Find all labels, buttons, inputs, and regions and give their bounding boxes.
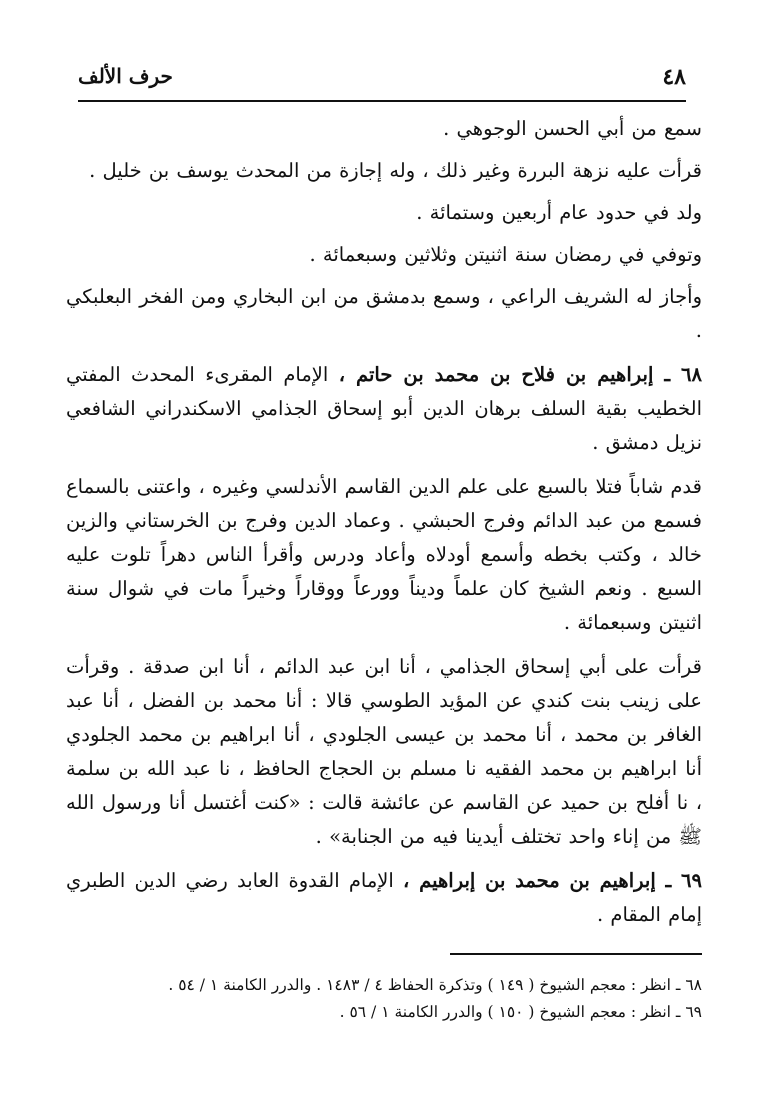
page-number: ٤٨ xyxy=(662,64,686,90)
entry-68 xyxy=(66,358,702,460)
entry-69-text: الإمام القدوة العابد رضي الدين الطبري إمام المقام . xyxy=(66,869,702,926)
paragraph-2: قرأت عليه نزهة البررة وغير ذلك ، وله إجازة من المحدث يوسف بن خليل . xyxy=(89,159,702,182)
footnote-divider xyxy=(450,953,702,955)
paragraph-3: ولد في حدود عام أربعين وستمائة . xyxy=(416,201,702,224)
footnote-68: ٦٨ ـ انظر : معجم الشيوخ ( ١٤٩ ) وتذكرة الحفاظ ٤ / ١٤٨٣ . والدرر الكامنة ١ / ٥٤ . xyxy=(168,976,702,994)
entry-68-heading: ٦٨ ـ إبراهيم بن فلاح بن محمد بن حاتم ، xyxy=(338,363,702,386)
paragraph-1: سمع من أبي الحسن الوجوهي . xyxy=(443,117,702,140)
entry-68-text: الإمام المقرىء المحدث المفتي الخطيب بقية السلف برهان الدين أبو إسحاق الجذامي الاسكندراني الشافعي نزيل دمشق . xyxy=(66,363,702,454)
main-text xyxy=(66,112,702,942)
footnote-69: ٦٩ ـ انظر : معجم الشيوخ ( ١٥٠ ) والدرر الكامنة ١ / ٥٦ . xyxy=(339,1003,702,1021)
paragraph-8: قرأت على أبي إسحاق الجذامي ، أنا ابن عبد الدائم ، أنا ابن صدقة . وقرأت على زينب بنت كندي عن المؤيد الطوسي قالا : أنا محمد بن الفضل ، أنا عبد الغافر بن محمد ، أنا محمد بن عيسى الجلودي ، أنا ابراهيم بن محمد الجلودي أنا ابراهيم بن محمد الفقيه نا مسلم بن الحجاج الحافظ ، نا عبد الله بن سلمة ، نا أفلح بن حميد عن القاسم عن عائشة قالت : «كنت أغتسل أنا ورسول الله ﷺ من إناء واحد تختلف أيدينا فيه من الجنابة» . xyxy=(66,655,702,848)
running-head: حرف الألف xyxy=(78,64,173,88)
page-header xyxy=(78,60,686,102)
entry-69-heading: ٦٩ ـ إبراهيم بن محمد بن إبراهيم ، xyxy=(403,869,702,892)
paragraph-7: قدم شاباً فتلا بالسبع على علم الدين القاسم الأندلسي وغيره ، واعتنى بالسماع فسمع من عبد الدائم وفرج الحبشي . وعماد الدين وفرج بن الخرستاني والزين خالد ، وكتب بخطه وأسمع أودلاه وأعاد ودرس وأقرأ الناس دهراً تلوت عليه السبع . ونعم الشيخ كان علماً وديناً وورعاً ووقاراً وخيراً مات في شوال سنة اثنيتن وسبعمائة . xyxy=(66,475,702,634)
paragraph-4: وتوفي في رمضان سنة اثنيتن وثلاثين وسبعمائة . xyxy=(309,243,702,266)
paragraph-5: وأجاز له الشريف الراعي ، وسمع بدمشق من ابن البخاري ومن الفخر البعلبكي . xyxy=(66,285,702,342)
footnotes xyxy=(66,972,702,1026)
entry-69 xyxy=(66,864,702,932)
